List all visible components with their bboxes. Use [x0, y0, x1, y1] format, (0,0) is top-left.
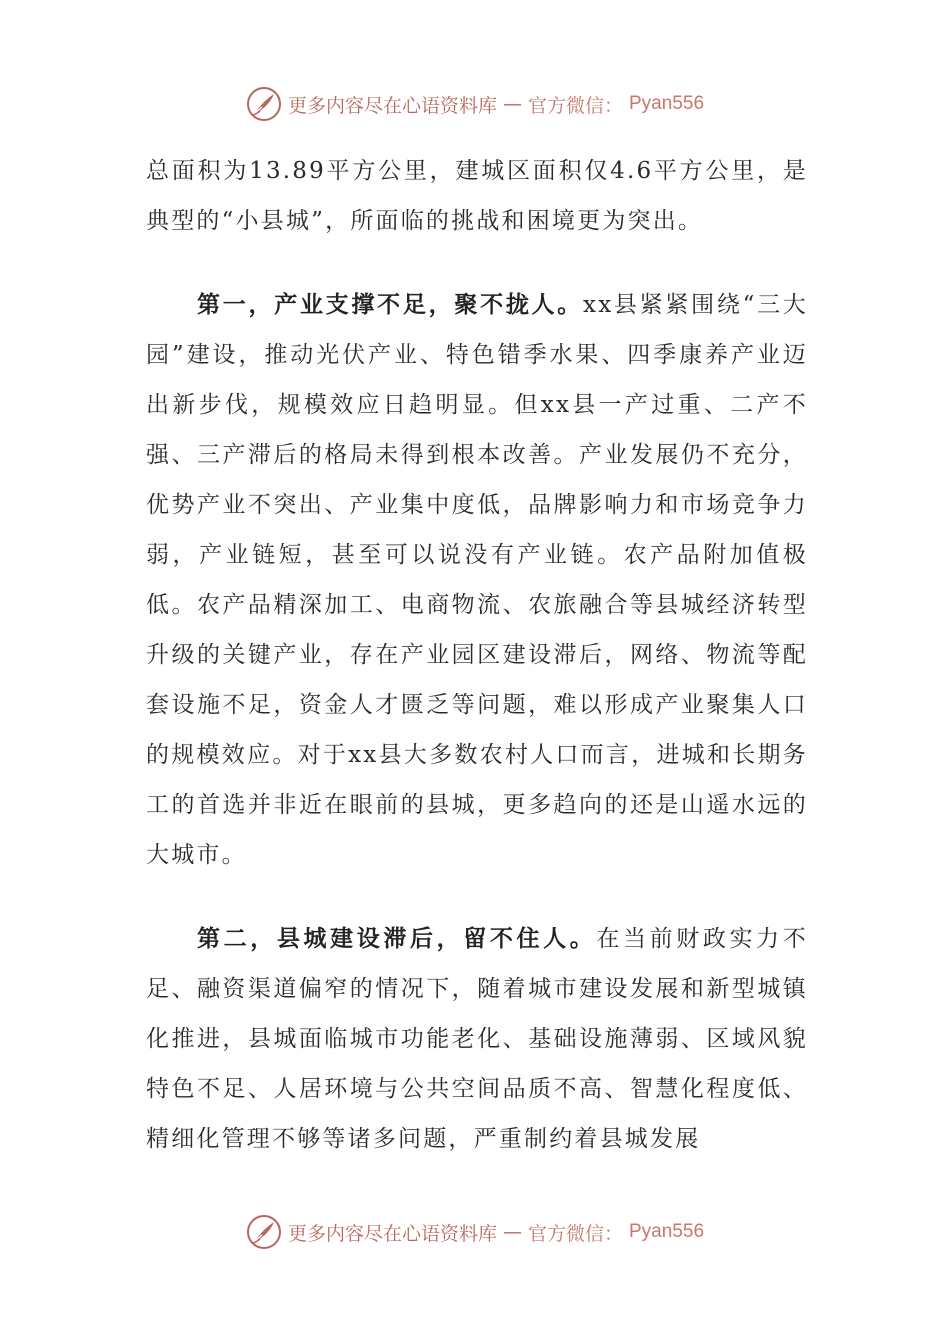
banner-wechat-label: 官方微信：: [527, 1222, 623, 1245]
paragraph-first-point: [146, 280, 808, 880]
quill-pen-logo-icon: [246, 86, 282, 122]
footer-watermark-banner: [0, 1214, 950, 1250]
banner-wechat-id: Pyan556: [629, 93, 705, 114]
paragraph-text: xx县紧紧围绕“三大园”建设，推动光伏产业、特色错季水果、四季康养产业迈出新步伐，规模效应日趋明显。但xx县一产过重、二产不强、三产滞后的格局未得到根本改善。产业发展仍不充分，优势产业不突出、产业集中度低，品牌影响力和市场竞争力弱，产业链短，甚至可以说没有产业链。农产品附加值极低。农产品精深加工、电商物流、农旅融合等县城经济转型升级的关键产业，存在产业园区建设滞后，网络、物流等配套设施不足，资金人才匮乏等问题，难以形成产业聚集人口的规模效应。对于xx县大多数农村人口而言，进城和长期务工的首选并非近在眼前的县城，更多趋向的还是山遥水远的大城市。: [146, 292, 809, 868]
paragraph-lead-heading: 第二，县城建设滞后，留不住人。: [197, 926, 597, 952]
paragraph-second-point: [146, 914, 808, 1164]
banner-site-text: 更多内容尽在心语资料库: [287, 1222, 497, 1245]
banner-wechat-label: 官方微信：: [527, 94, 623, 117]
header-watermark-banner: [0, 86, 950, 122]
document-body: [146, 146, 808, 1164]
banner-site-text: 更多内容尽在心语资料库: [287, 94, 497, 117]
paragraph-lead-heading: 第一，产业支撑不足，聚不拢人。: [197, 292, 584, 318]
paragraph-intro: [146, 146, 808, 246]
quill-pen-logo-icon: [246, 1214, 282, 1250]
banner-separator: —: [502, 1221, 522, 1243]
banner-separator: —: [502, 93, 522, 115]
banner-wechat-id: Pyan556: [629, 1221, 705, 1242]
paragraph-text: 在当前财政实力不足、融资渠道偏窄的情况下，随着城市建设发展和新型城镇化推进，县城面临城市功能老化、基础设施薄弱、区域风貌特色不足、人居环境与公共空间品质不高、智慧化程度低、精细化管理不够等诸多问题，严重制约着县城发展: [146, 926, 808, 1152]
paragraph-text: 总面积为13.89平方公里，建城区面积仅4.6平方公里，是典型的“小县城”，所面临的挑战和困境更为突出。: [146, 158, 808, 234]
